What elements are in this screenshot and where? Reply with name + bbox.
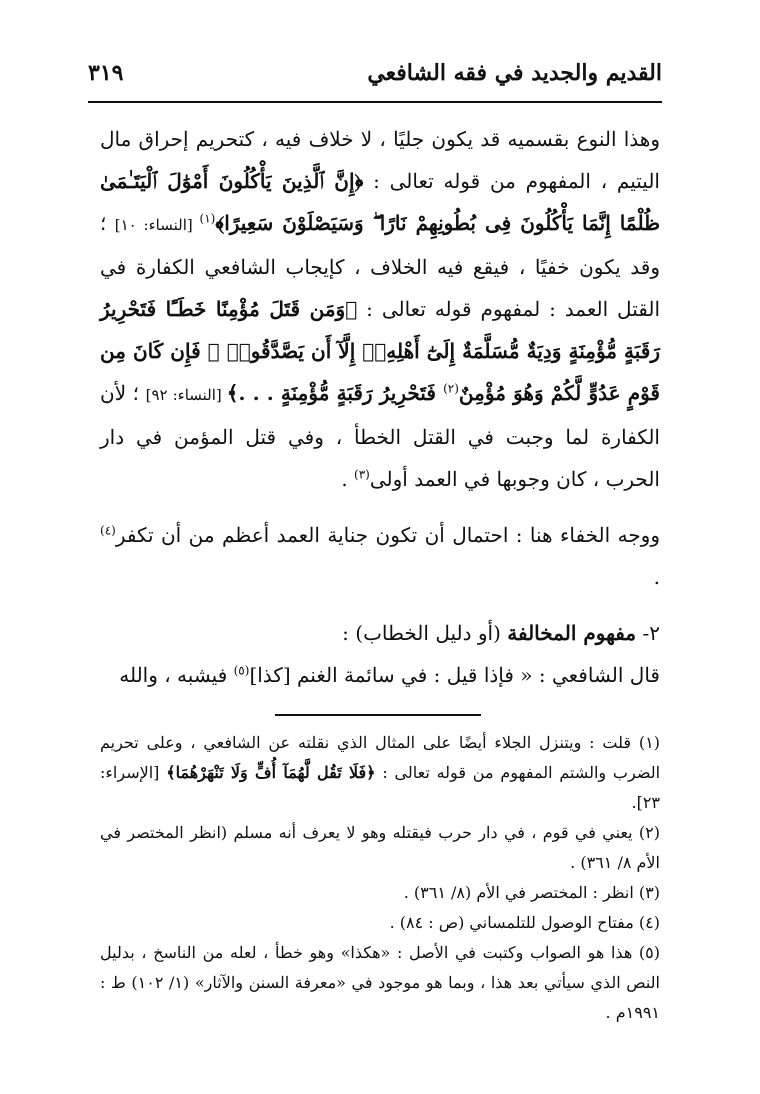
footnote-2: (٢) يعني في قوم ، في دار حرب فيقتله وهو لا يعرف أنه مسلم (انظر المختصر في الأم ٨/ ٣٦١) . [100, 823, 660, 872]
footnote-1: (١) قلت : ويتنزل الجلاء أيضًا على المثال الذي نقلته عن الشافعي ، وعلى تحريم الضرب والشتم المفهوم من قوله تعالى : ﴿فَلَا تَقُل لَّهُمَآ أُفٍّ وَلَا تَنْهَرْهُمَا﴾ [الإسراء: ٢٣]. [100, 733, 661, 812]
header-rule [88, 101, 662, 103]
footnote-5: (٥) هذا هو الصواب وكتبت في الأصل : «هكذا» وهو خطأ ، لعله من الناسخ ، بدليل النص الذي سيأتي بعد هذا ، وبما هو موجود في «معرفة السنن والآثار» (١/ ١٠٢) ط : ١٩٩١م . [100, 943, 660, 1022]
section-heading: ٢- مفهوم المخالفة (أو دليل الخطاب) : [342, 621, 660, 645]
verse-reference-2: [النساء: ٩٢] [145, 386, 227, 404]
footnote-marker-3: (٣) [354, 467, 370, 482]
footnote-3: (٣) انظر : المختصر في الأم (٨/ ٣٦١) . [403, 883, 660, 902]
main-text [100, 118, 660, 696]
paragraph-3: قال الشافعي : « فإذا قيل : في سائمة الغنم [كذا]$^{(٥)}$ فيشبه ، والله [119, 663, 660, 687]
footnote-marker-2: (٢) [443, 381, 459, 396]
footnote-4: (٤) مفتاح الوصول للتلمساني (ص : ٨٤) . [389, 913, 660, 932]
footnote-marker-1: (١) [199, 211, 216, 226]
footnote-quran-verse: ﴿فَلَا تَقُل لَّهُمَآ أُفٍّ وَلَا تَنْهَرْهُمَا﴾ [166, 763, 376, 782]
running-title: القديم والجديد في فقه الشافعي [367, 60, 662, 86]
footnote-rule [275, 714, 481, 716]
quran-verse-2: ﴿وَمَن قَتَلَ مُؤْمِنًا خَطَـًٔا فَتَحْرِيرُ رَقَبَةٍ مُّؤْمِنَةٍ وَدِيَةٌ مُّسَلَّمَةٌ إِلَىٰٓ أَهْلِهِۦٓ إِلَّآ أَن يَصَّدَّقُوا۟ ۚ فَإِن كَانَ مِن قَوْمٍ عَدُوٍّ لَّكُمْ وَهُوَ مُؤْمِنٌ [100, 297, 660, 405]
footnote-marker-4: (٤) [100, 523, 116, 538]
running-header [88, 56, 662, 96]
quran-verse-1: ﴿إِنَّ ٱلَّذِينَ يَأْكُلُونَ أَمْوَٰلَ ٱلْيَتَـٰمَىٰ ظُلْمًا إِنَّمَا يَأْكُلُونَ فِى بُطُونِهِمْ نَارًا ۖ وَسَيَصْلَوْنَ سَعِيرًا﴾ [100, 169, 660, 235]
paragraph-1: وهذا النوع بقسميه قد يكون جليًا ، لا خلاف فيه ، كتحريم إحراق مال اليتيم ، المفهوم من قوله تعالى : ﴿إِنَّ ٱلَّذِينَ يَأْكُلُونَ أَمْوَٰلَ ٱلْيَتَـٰمَىٰ ظُلْمًا إِنَّمَا يَأْكُلُونَ فِى بُطُونِهِمْ نَارًا ۖ وَسَيَصْلَوْنَ سَعِيرًا﴾$^{(١)}$ [النساء: ١٠] ؛ وقد يكون خفيًا ، فيقع فيه الخلاف ، كإيجاب الشافعي الكفارة في القتل العمد : لمفهوم قوله تعالى : ﴿وَمَن قَتَلَ مُؤْمِنًا خَطَـًٔا فَتَحْرِيرُ رَقَبَةٍ مُّؤْمِنَةٍ وَدِيَةٌ مُّسَلَّمَةٌ إِلَىٰٓ أَهْلِهِۦٓ إِلَّآ أَن يَصَّدَّقُوا۟ ۚ فَإِن كَانَ مِن قَوْمٍ عَدُوٍّ لَّكُمْ وَهُوَ مُؤْمِنٌ$^{(٢)}$ فَتَحْرِيرُ رَقَبَةٍ مُّؤْمِنَةٍ . . .﴾ [النساء: ٩٢] ؛ لأن الكفارة لما وجبت في القتل الخطأ ، وفي قتل المؤمن في دار الحرب ، كان وجوبها في العمد أولى$^{(٣)}$ . [100, 127, 660, 491]
paragraph-2: ووجه الخفاء هنا : احتمال أن تكون جناية العمد أعظم من أن تكفر$^{(٤)}$ . [100, 523, 660, 589]
page-number: ٣١٩ [88, 60, 124, 86]
quran-verse-2-end: فَتَحْرِيرُ رَقَبَةٍ مُّؤْمِنَةٍ . . .﴾ [226, 381, 444, 405]
verse-reference-1: [النساء: ١٠] [114, 216, 200, 234]
footnote-marker-5: (٥) [233, 663, 250, 678]
footnotes [100, 728, 660, 1028]
